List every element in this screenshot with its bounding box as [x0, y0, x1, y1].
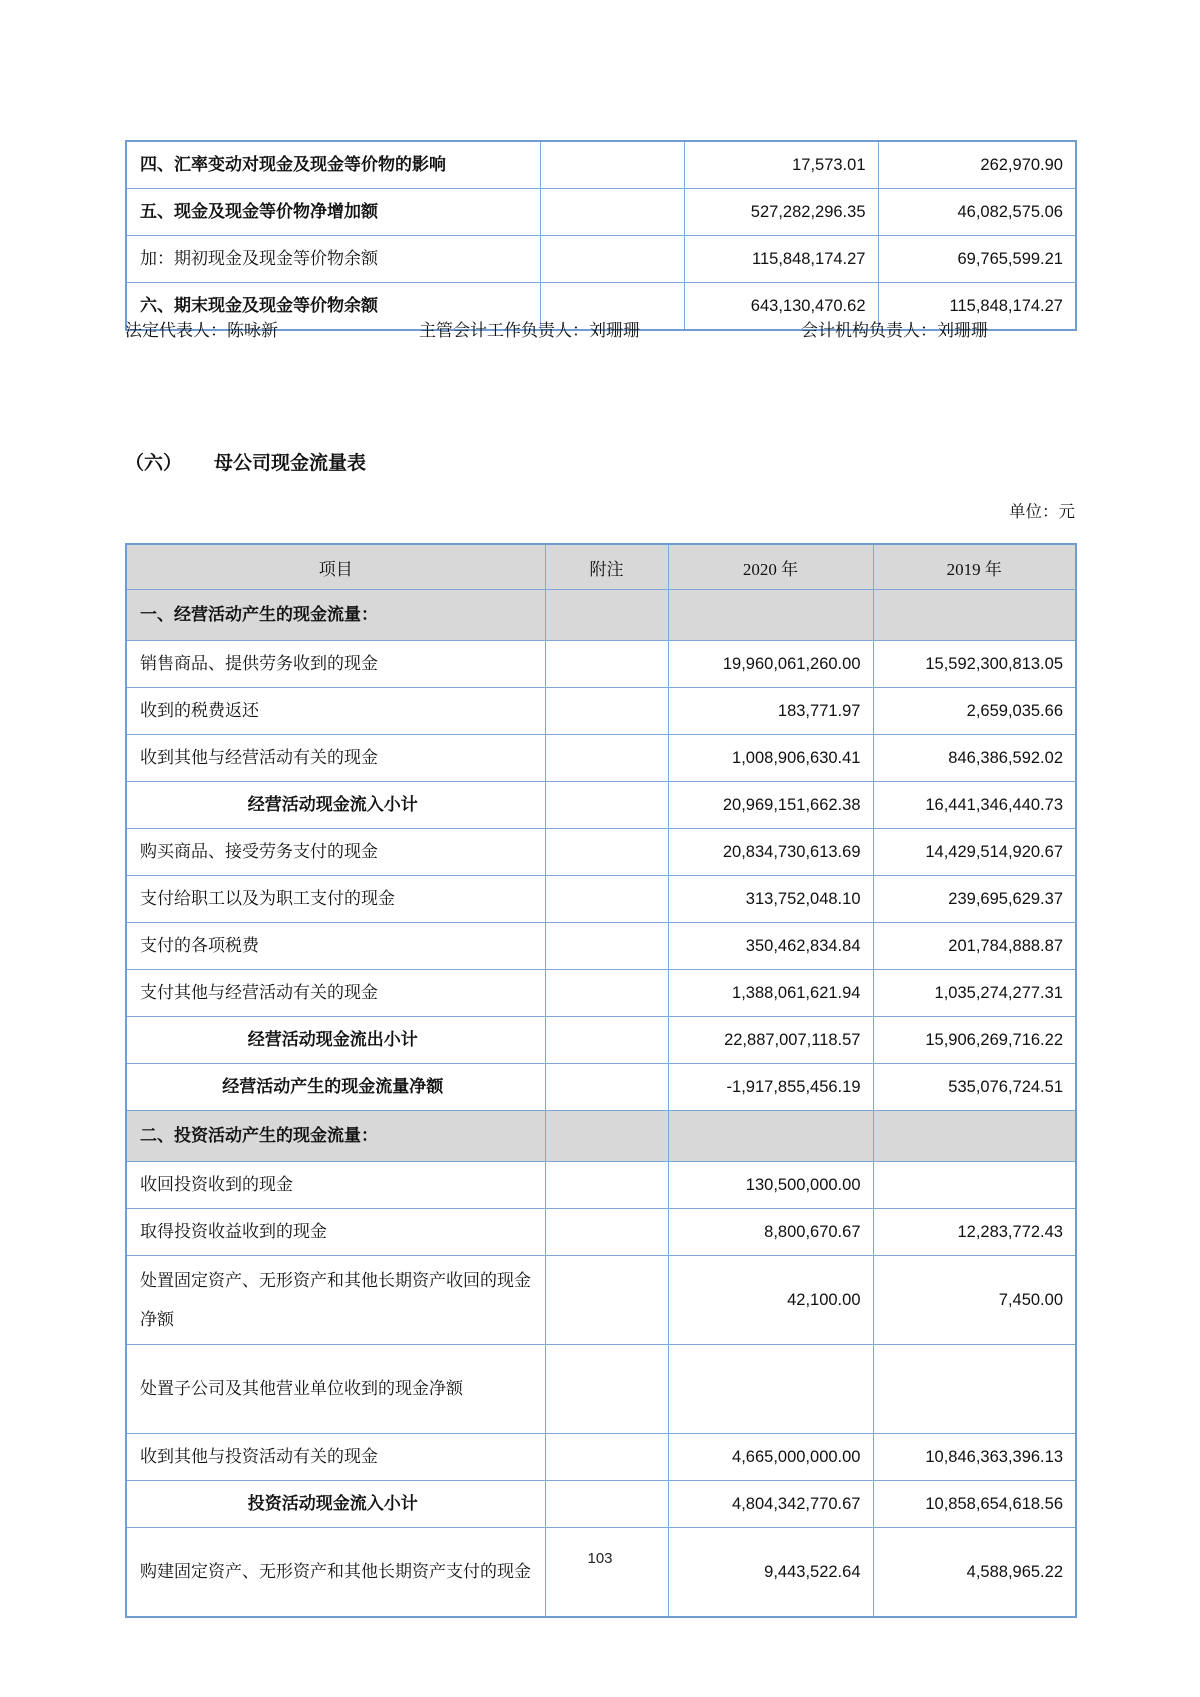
parent-cashflow-table: [125, 543, 1077, 1618]
item-cell: 一、经营活动产生的现金流量：: [126, 590, 545, 641]
value-2020-cell: 115,848,174.27: [684, 236, 878, 283]
note-cell: [545, 1434, 668, 1481]
note-cell: [545, 735, 668, 782]
note-cell: [545, 688, 668, 735]
item-cell: 加：期初现金及现金等价物余额: [126, 236, 540, 283]
value-2020-cell: 9,443,522.64: [668, 1528, 873, 1618]
table-row: [126, 1064, 1076, 1111]
note-cell: [540, 189, 684, 236]
table-header-row: [126, 544, 1076, 590]
note-cell: [540, 141, 684, 189]
item-cell: 经营活动产生的现金流量净额: [126, 1064, 545, 1111]
value-2020-cell: -1,917,855,456.19: [668, 1064, 873, 1111]
note-cell: [545, 1064, 668, 1111]
value-2020-cell: 527,282,296.35: [684, 189, 878, 236]
value-2019-cell: 12,283,772.43: [873, 1209, 1076, 1256]
value-2019-cell: 10,858,654,618.56: [873, 1481, 1076, 1528]
item-cell: 经营活动现金流入小计: [126, 782, 545, 829]
table-row: [126, 1209, 1076, 1256]
value-2019-cell: 7,450.00: [873, 1256, 1076, 1345]
value-2020-cell: 313,752,048.10: [668, 876, 873, 923]
value-2019-cell: 2,659,035.66: [873, 688, 1076, 735]
note-cell: [545, 590, 668, 641]
note-cell: [545, 1209, 668, 1256]
header-2020: 2020 年: [668, 544, 873, 590]
section-title: [125, 448, 366, 475]
table-row: [126, 688, 1076, 735]
item-cell: 购建固定资产、无形资产和其他长期资产支付的现金: [126, 1528, 545, 1618]
note-cell: [545, 1017, 668, 1064]
item-cell: 收到其他与经营活动有关的现金: [126, 735, 545, 782]
item-cell: 五、现金及现金等价物净增加额: [126, 189, 540, 236]
value-2020-cell: [668, 1111, 873, 1162]
value-2020-cell: 22,887,007,118.57: [668, 1017, 873, 1064]
table-row: [126, 970, 1076, 1017]
table-row: [126, 876, 1076, 923]
section-title-text: 母公司现金流量表: [214, 453, 367, 474]
value-2019-cell: [873, 590, 1076, 641]
carryover-table-wrapper: [125, 140, 1075, 331]
note-cell: [545, 1162, 668, 1209]
value-2020-cell: 643,130,470.62: [684, 283, 878, 331]
item-cell: 支付给职工以及为职工支付的现金: [126, 876, 545, 923]
value-2019-cell: [873, 1111, 1076, 1162]
item-cell: 收回投资收到的现金: [126, 1162, 545, 1209]
item-cell: 投资活动现金流入小计: [126, 1481, 545, 1528]
table-row: [126, 141, 1076, 189]
value-2019-cell: 16,441,346,440.73: [873, 782, 1076, 829]
table-row: [126, 1162, 1076, 1209]
table-row: [126, 641, 1076, 688]
value-2020-cell: 4,804,342,770.67: [668, 1481, 873, 1528]
item-cell: 收到的税费返还: [126, 688, 545, 735]
signatures-line: [125, 316, 1075, 340]
value-2020-cell: [668, 590, 873, 641]
value-2020-cell: 4,665,000,000.00: [668, 1434, 873, 1481]
item-cell: 支付其他与经营活动有关的现金: [126, 970, 545, 1017]
table-row: [126, 1111, 1076, 1162]
item-cell: 购买商品、接受劳务支付的现金: [126, 829, 545, 876]
value-2020-cell: 20,834,730,613.69: [668, 829, 873, 876]
table-row: [126, 1017, 1076, 1064]
note-cell: [545, 1256, 668, 1345]
value-2019-cell: 15,906,269,716.22: [873, 1017, 1076, 1064]
value-2019-cell: 14,429,514,920.67: [873, 829, 1076, 876]
value-2019-cell: 201,784,888.87: [873, 923, 1076, 970]
value-2019-cell: [873, 1345, 1076, 1434]
item-cell: 经营活动现金流出小计: [126, 1017, 545, 1064]
value-2020-cell: 19,960,061,260.00: [668, 641, 873, 688]
value-2019-cell: 1,035,274,277.31: [873, 970, 1076, 1017]
value-2019-cell: 535,076,724.51: [873, 1064, 1076, 1111]
value-2020-cell: 17,573.01: [684, 141, 878, 189]
value-2019-cell: 46,082,575.06: [878, 189, 1076, 236]
table-row: [126, 590, 1076, 641]
section-index: （六）: [125, 453, 183, 474]
table-row: [126, 1528, 1076, 1618]
value-2020-cell: 130,500,000.00: [668, 1162, 873, 1209]
note-cell: [545, 641, 668, 688]
header-2019: 2019 年: [873, 544, 1076, 590]
note-cell: [545, 1345, 668, 1434]
value-2020-cell: 20,969,151,662.38: [668, 782, 873, 829]
value-2020-cell: [668, 1345, 873, 1434]
carryover-table: [125, 140, 1077, 331]
table-row: [126, 923, 1076, 970]
note-cell: [540, 236, 684, 283]
header-note: 附注: [545, 544, 668, 590]
value-2019-cell: 262,970.90: [878, 141, 1076, 189]
note-cell: [545, 1528, 668, 1618]
value-2020-cell: 1,008,906,630.41: [668, 735, 873, 782]
value-2019-cell: 846,386,592.02: [873, 735, 1076, 782]
item-cell: 处置子公司及其他营业单位收到的现金净额: [126, 1345, 545, 1434]
table-row: [126, 1434, 1076, 1481]
item-cell: 销售商品、提供劳务收到的现金: [126, 641, 545, 688]
value-2020-cell: 183,771.97: [668, 688, 873, 735]
item-cell: 收到其他与投资活动有关的现金: [126, 1434, 545, 1481]
value-2019-cell: 10,846,363,396.13: [873, 1434, 1076, 1481]
item-cell: 支付的各项税费: [126, 923, 545, 970]
note-cell: [545, 876, 668, 923]
table-row: [126, 189, 1076, 236]
value-2019-cell: 69,765,599.21: [878, 236, 1076, 283]
table-row: [126, 735, 1076, 782]
value-2020-cell: 1,388,061,621.94: [668, 970, 873, 1017]
note-cell: [545, 1481, 668, 1528]
value-2019-cell: 15,592,300,813.05: [873, 641, 1076, 688]
item-cell: 取得投资收益收到的现金: [126, 1209, 545, 1256]
note-cell: [545, 970, 668, 1017]
item-cell: 处置固定资产、无形资产和其他长期资产收回的现金净额: [126, 1256, 545, 1345]
header-item: 项目: [126, 544, 545, 590]
value-2019-cell: 115,848,174.27: [878, 283, 1076, 331]
item-cell: 四、汇率变动对现金及现金等价物的影响: [126, 141, 540, 189]
table-row: [126, 1345, 1076, 1434]
table-row: [126, 1481, 1076, 1528]
table-row: [126, 236, 1076, 283]
unit-label: 单位：元: [1009, 502, 1075, 521]
note-cell: [545, 829, 668, 876]
note-cell: [545, 782, 668, 829]
item-cell: 二、投资活动产生的现金流量：: [126, 1111, 545, 1162]
table-row: [126, 1256, 1076, 1345]
item-cell: 六、期末现金及现金等价物余额: [126, 283, 540, 331]
note-cell: [545, 923, 668, 970]
page-number: 103: [587, 1550, 613, 1567]
value-2020-cell: 8,800,670.67: [668, 1209, 873, 1256]
table-row: [126, 829, 1076, 876]
value-2019-cell: 4,588,965.22: [873, 1528, 1076, 1618]
chief-accounting-officer-label: 主管会计工作负责人：刘珊珊: [419, 321, 640, 340]
table-row: [126, 782, 1076, 829]
value-2019-cell: [873, 1162, 1076, 1209]
value-2019-cell: 239,695,629.37: [873, 876, 1076, 923]
value-2020-cell: 350,462,834.84: [668, 923, 873, 970]
legal-representative-label: 法定代表人：陈咏新: [125, 321, 278, 340]
parent-cashflow-table-wrapper: [125, 543, 1075, 1618]
note-cell: [545, 1111, 668, 1162]
value-2020-cell: 42,100.00: [668, 1256, 873, 1345]
accounting-department-head-label: 会计机构负责人：刘珊珊: [801, 321, 988, 340]
